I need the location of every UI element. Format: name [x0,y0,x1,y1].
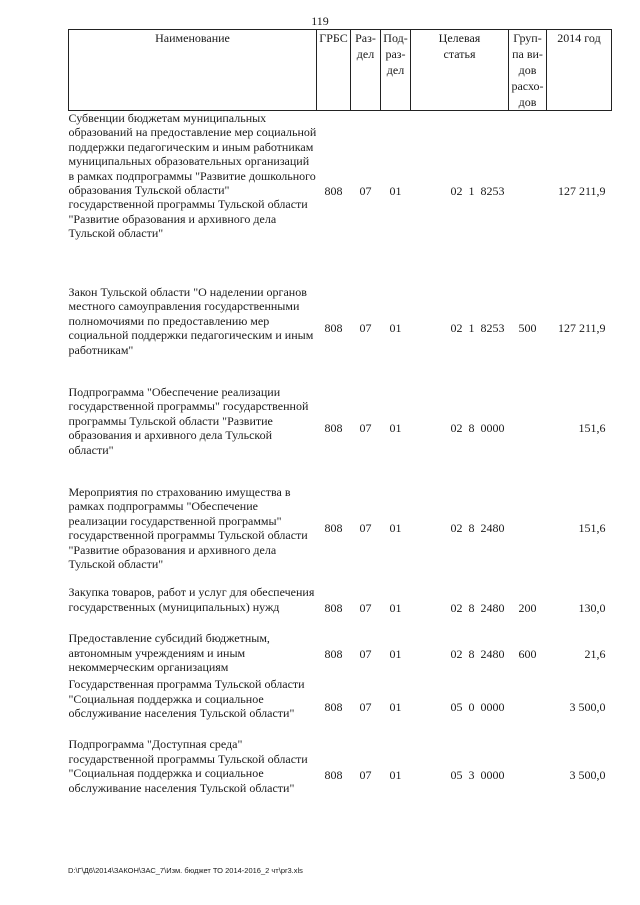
row-razdel: 07 [359,521,372,536]
row-amount: 3 500,0 [569,768,606,783]
row-group: 200 [518,601,537,616]
row-name: Государственная программа Тульской области "Социальная поддержка и социальное обслуживание населения Тульской области" [68,677,305,721]
row-grbs: 808 [324,320,343,335]
row-target: 02 8 0000 [450,420,505,435]
row-razdel: 07 [359,647,372,662]
table-row [69,585,612,631]
row-group [509,677,547,737]
row-amount: 21,6 [584,647,606,662]
row-group [509,485,547,571]
row-group [509,737,547,813]
row-name: Закон Тульской области "О наделении органов местного самоуправления государственными полномочиями по предоставлению мер социальной поддержки педагогическим и иным работникам" [68,285,314,357]
row-target: 02 8 2480 [450,601,505,616]
row-podrazdel: 01 [389,521,402,536]
row-amount: 151,6 [578,420,606,435]
row-target: 02 8 2480 [450,647,505,662]
row-grbs: 808 [324,420,343,435]
row-amount: 151,6 [578,521,606,536]
row-amount: 130,0 [578,601,606,616]
budget-table-container [68,29,611,813]
row-grbs: 808 [324,768,343,783]
row-razdel: 07 [359,700,372,715]
row-grbs: 808 [324,647,343,662]
row-name: Закупка товаров, работ и услуг для обеспечения государственных (муниципальных) нужд [68,585,315,614]
footer-file-path: D:\Г\Д6\2014\ЗАКОН\ЗАС_7\Изм. бюджет ТО 2014-2016_2 чт\pr3.xls [68,866,303,875]
row-group: 600 [518,647,537,662]
budget-table [68,29,612,813]
table-row [69,385,612,471]
header-podrazdel: Под- раз- дел [381,30,411,111]
table-row [69,285,612,371]
row-razdel: 07 [359,420,372,435]
row-podrazdel: 01 [389,647,402,662]
row-name: Подпрограмма "Обеспечение реализации государственной программы" государственной программы Тульской области "Развитие образования и архивного дела Тульской области" [68,385,309,457]
row-target: 02 1 8253 [450,183,505,198]
table-row [69,737,612,813]
row-podrazdel: 01 [389,183,402,198]
row-group [509,111,547,272]
row-podrazdel: 01 [389,768,402,783]
table-row [69,631,612,677]
row-name: Мероприятия по страхованию имущества в рамках подпрограммы "Обеспечение реализации государственной программы" государственной программы Тульской области "Развитие образования и архивного дела Тульской области" [68,485,308,572]
row-razdel: 07 [359,601,372,616]
row-target: 02 8 2480 [450,521,505,536]
table-row [69,677,612,737]
header-year: 2014 год [547,30,612,111]
header-razdel: Раз- дел [351,30,381,111]
row-podrazdel: 01 [389,320,402,335]
row-amount: 127 211,9 [557,183,606,198]
header-target: Целевая статья [411,30,509,111]
table-row [69,111,612,272]
row-amount: 127 211,9 [557,320,606,335]
row-name: Предоставление субсидий бюджетным, автономным учреждениям и иным некоммерческим организациям [68,631,270,675]
row-amount: 3 500,0 [569,700,606,715]
row-podrazdel: 01 [389,420,402,435]
row-podrazdel: 01 [389,700,402,715]
page-number: 119 [311,14,329,28]
row-grbs: 808 [324,183,343,198]
row-razdel: 07 [359,768,372,783]
row-target: 05 0 0000 [450,700,505,715]
header-grbs: ГРБС [317,30,351,111]
row-grbs: 808 [324,700,343,715]
row-name: Подпрограмма "Доступная среда" государственной программы Тульской области "Социальная поддержка и социальное обслуживание населения Тульской области" [68,737,308,795]
row-name: Субвенции бюджетам муниципальных образований на предоставление мер социальной поддержки педагогическим и иным работникам муниципальных образовательных организаций в рамках подпрограммы "Развитие дошкольного образования Тульской области" государственной программы Тульской области "Развитие образования и архивного дела Тульской области" [68,111,317,241]
row-razdel: 07 [359,183,372,198]
row-grbs: 808 [324,521,343,536]
row-group [509,385,547,471]
row-group: 500 [518,320,537,335]
row-podrazdel: 01 [389,601,402,616]
table-header-row [69,30,612,111]
row-target: 02 1 8253 [450,320,505,335]
header-group: Груп- па ви- дов расхо- дов [509,30,547,111]
row-razdel: 07 [359,320,372,335]
header-name: Наименование [69,30,317,111]
row-grbs: 808 [324,601,343,616]
table-row [69,485,612,571]
row-target: 05 3 0000 [450,768,505,783]
